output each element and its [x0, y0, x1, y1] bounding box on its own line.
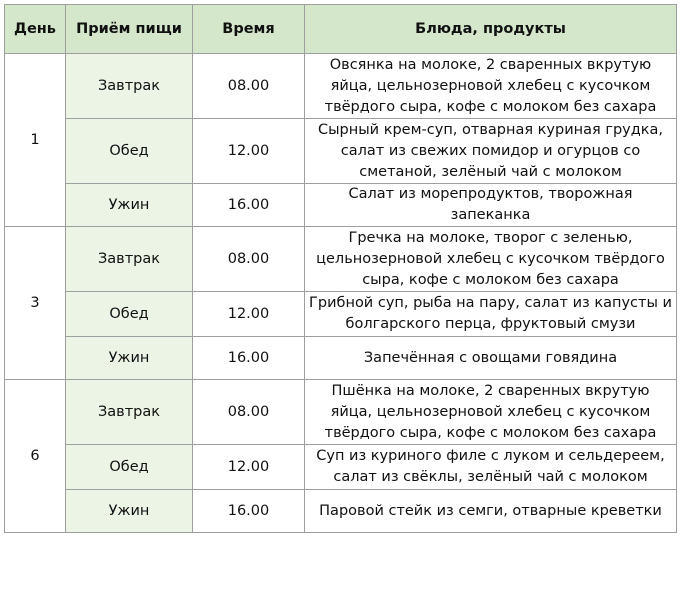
header-row — [5, 5, 677, 54]
time-cell: 12.00 — [193, 292, 305, 337]
dishes-cell: Пшёнка на молоке, 2 сваренных вкрутую яйца, цельнозерновой хлебец с кусочком твёрдого сыра, кофе с молоком без сахара — [305, 380, 677, 445]
meal-cell: Ужин — [66, 490, 193, 533]
table-row — [5, 292, 677, 337]
day-cell: 6 — [5, 380, 66, 533]
table-row — [5, 227, 677, 292]
dishes-cell: Суп из куриного филе с луком и сельдереем, салат из свёклы, зелёный чай с молоком — [305, 445, 677, 490]
meal-cell: Ужин — [66, 337, 193, 380]
meal-cell: Завтрак — [66, 54, 193, 119]
time-cell: 16.00 — [193, 337, 305, 380]
meal-cell: Обед — [66, 292, 193, 337]
header-day: День — [5, 5, 66, 54]
table-row — [5, 380, 677, 445]
dishes-cell: Овсянка на молоке, 2 сваренных вкрутую яйца, цельнозерновой хлебец с кусочком твёрдого сыра, кофе с молоком без сахара — [305, 54, 677, 119]
dishes-cell: Салат из морепродуктов, творожная запеканка — [305, 184, 677, 227]
header-dishes: Блюда, продукты — [305, 5, 677, 54]
time-cell: 12.00 — [193, 119, 305, 184]
dishes-cell: Паровой стейк из семги, отварные креветки — [305, 490, 677, 533]
time-cell: 08.00 — [193, 54, 305, 119]
dishes-cell: Грибной суп, рыба на пару, салат из капусты и болгарского перца, фруктовый смузи — [305, 292, 677, 337]
time-cell: 08.00 — [193, 227, 305, 292]
meal-cell: Ужин — [66, 184, 193, 227]
time-cell: 16.00 — [193, 184, 305, 227]
dishes-cell: Гречка на молоке, творог с зеленью, цельнозерновой хлебец с кусочком твёрдого сыра, кофе с молоком без сахара — [305, 227, 677, 292]
table-row — [5, 119, 677, 184]
meal-cell: Завтрак — [66, 227, 193, 292]
meal-cell: Обед — [66, 119, 193, 184]
table-row — [5, 490, 677, 533]
dishes-cell: Сырный крем-суп, отварная куриная грудка, салат из свежих помидор и огурцов со сметаной, зелёный чай с молоком — [305, 119, 677, 184]
meal-cell: Завтрак — [66, 380, 193, 445]
table-row — [5, 445, 677, 490]
day-cell: 3 — [5, 227, 66, 380]
header-time: Время — [193, 5, 305, 54]
table-row — [5, 54, 677, 119]
meal-plan-table — [4, 4, 677, 533]
day-cell: 1 — [5, 54, 66, 227]
meal-cell: Обед — [66, 445, 193, 490]
time-cell: 12.00 — [193, 445, 305, 490]
table-row — [5, 337, 677, 380]
dishes-cell: Запечённая с овощами говядина — [305, 337, 677, 380]
time-cell: 08.00 — [193, 380, 305, 445]
time-cell: 16.00 — [193, 490, 305, 533]
header-meal: Приём пищи — [66, 5, 193, 54]
table-row — [5, 184, 677, 227]
